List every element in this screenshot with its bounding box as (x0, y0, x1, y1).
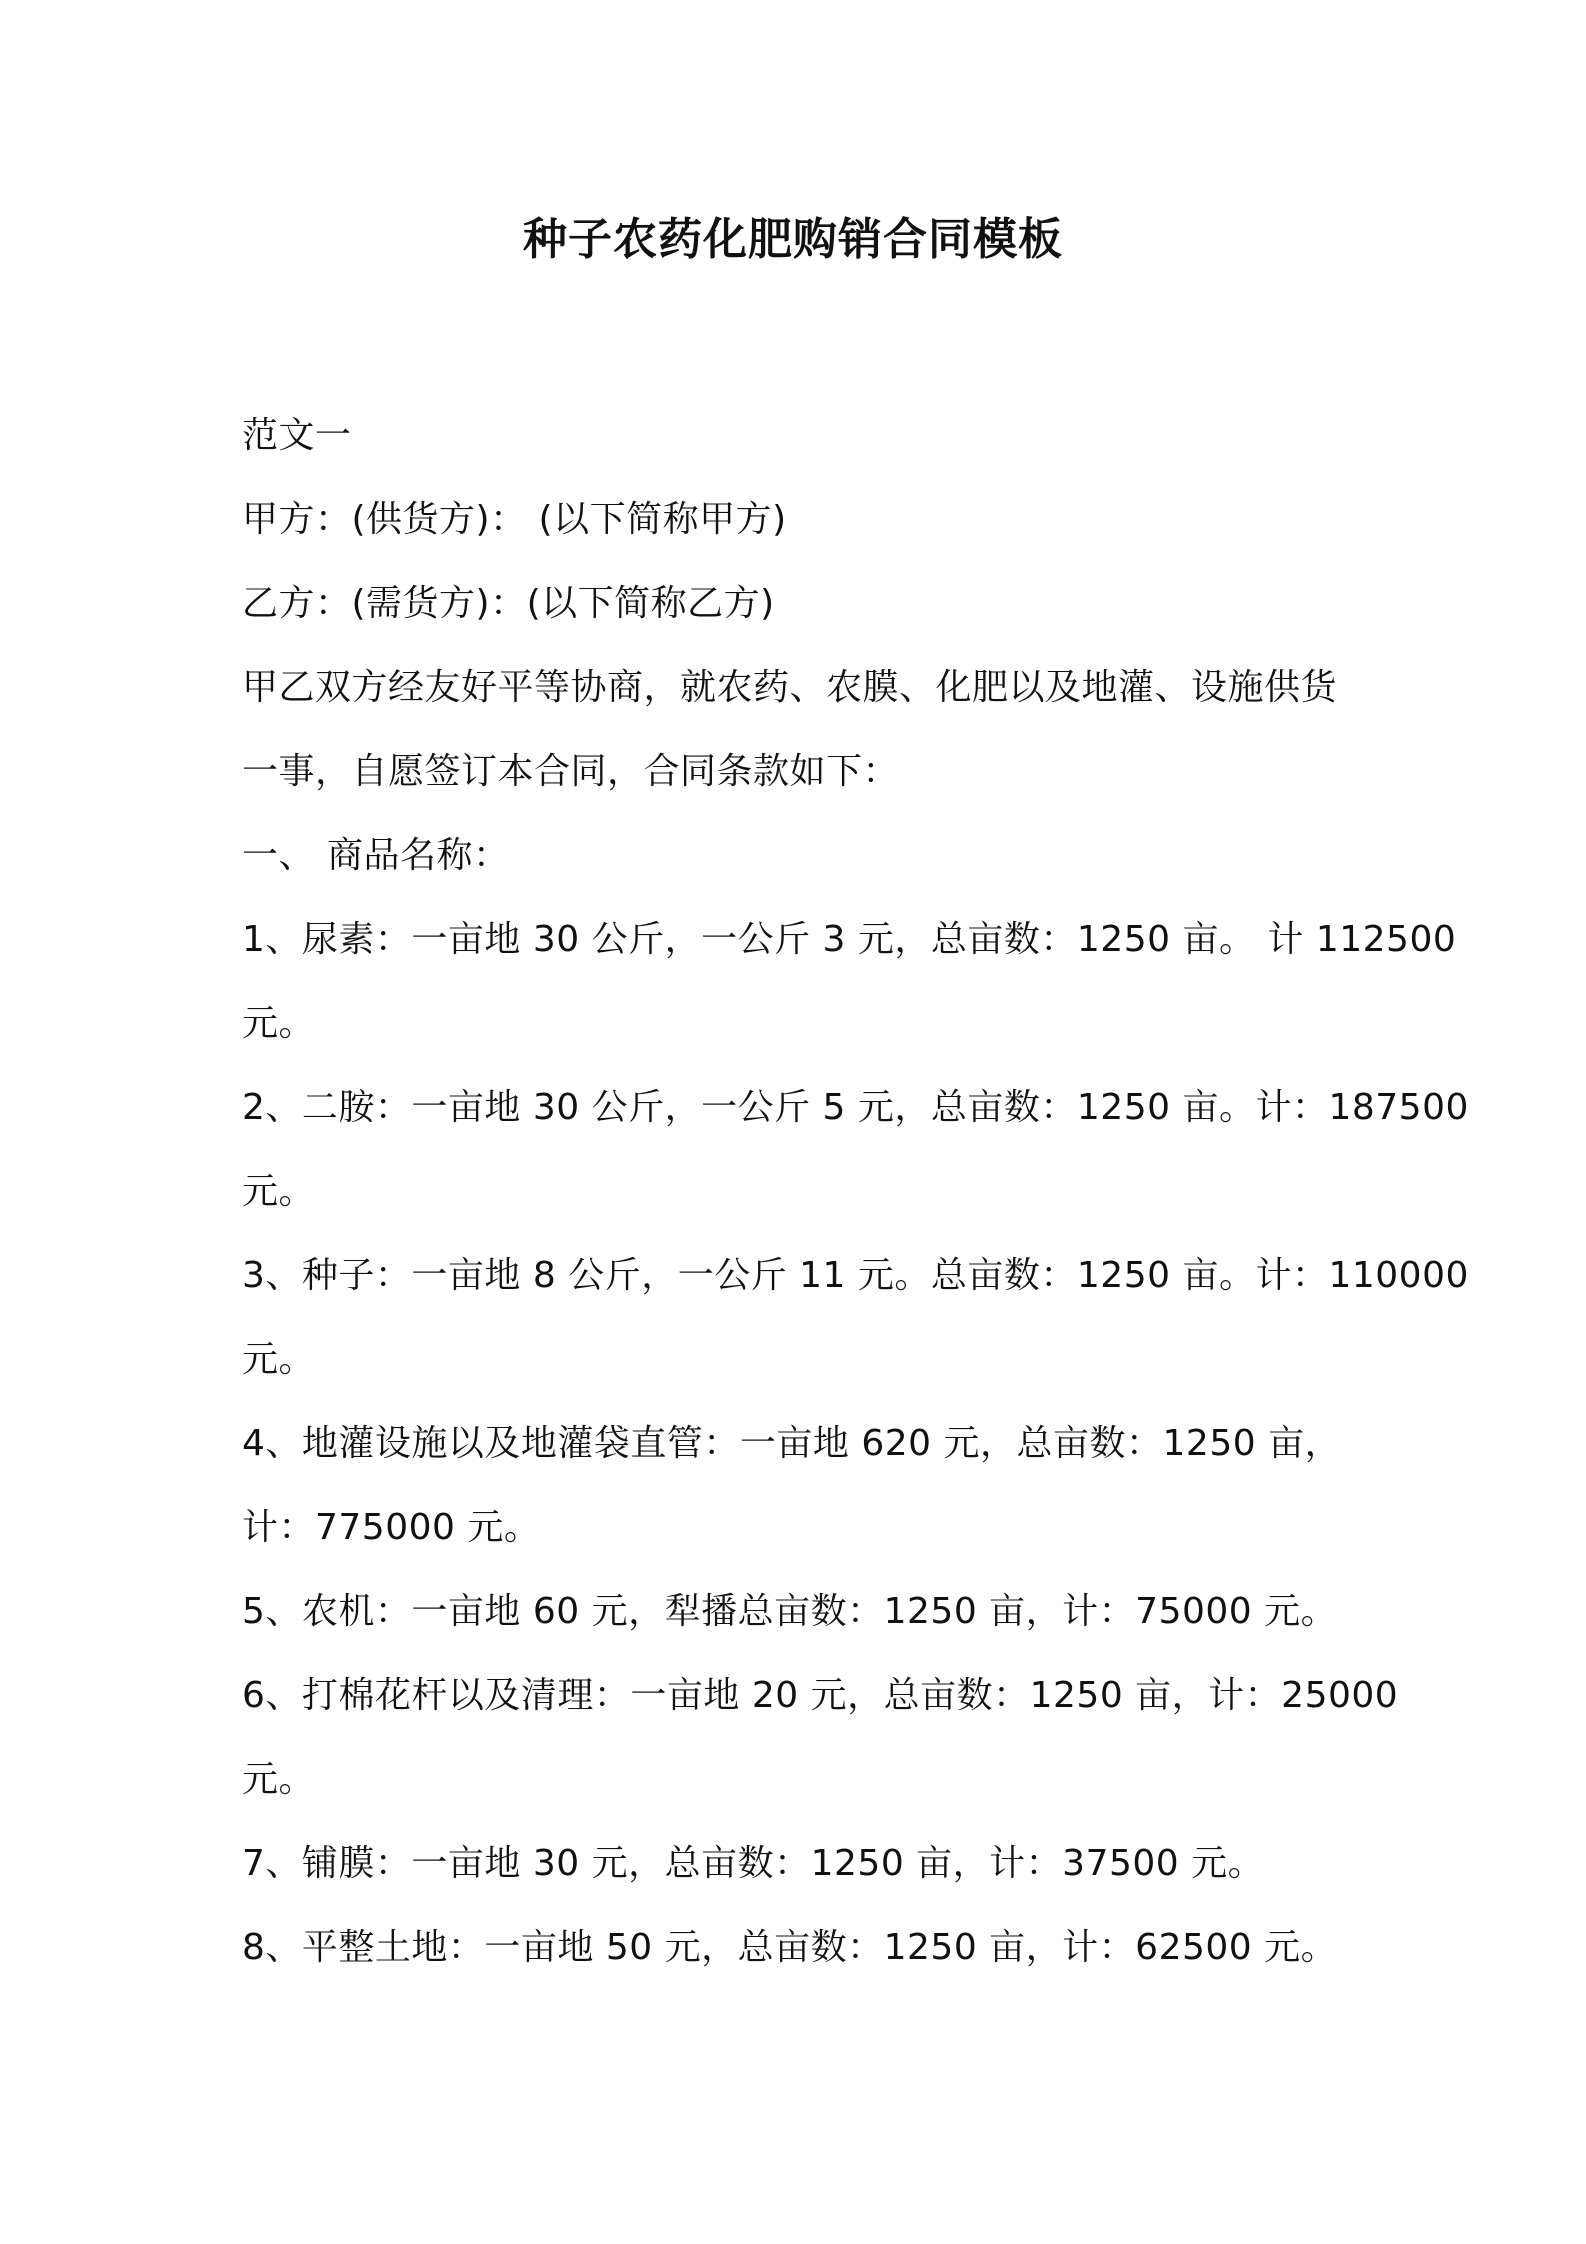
item-3-line-1: 3、种子：一亩地 8 公斤，一公斤 11 元。总亩数：1250 亩。计：110000 (242, 1255, 1469, 1296)
item-1-line-1: 1、尿素：一亩地 30 公斤，一公斤 3 元，总亩数：1250 亩。 计 112500 (242, 919, 1457, 960)
item-1-line-2: 元。 (242, 1003, 316, 1044)
item-5-line: 5、农机：一亩地 60 元，犁播总亩数：1250 亩，计：75000 元。 (242, 1591, 1338, 1632)
document-body (242, 407, 1469, 2003)
item-8-line: 8、平整土地：一亩地 50 元，总亩数：1250 亩，计：62500 元。 (242, 1927, 1338, 1968)
section-heading-sample-one: 范文一 (242, 415, 352, 456)
clause-heading-goods: 一、 商品名称： (242, 835, 510, 876)
item-3-line-2: 元。 (242, 1339, 316, 1380)
item-7-line: 7、铺膜：一亩地 30 元，总亩数：1250 亩，计：37500 元。 (242, 1843, 1265, 1884)
party-b-line: 乙方：(需货方)：(以下简称乙方) (242, 583, 775, 624)
item-2-line-2: 元。 (242, 1171, 316, 1212)
document-title: 种子农药化肥购销合同模板 (523, 214, 1063, 265)
preamble-line-1: 甲乙双方经友好平等协商，就农药、农膜、化肥以及地灌、设施供货 (242, 667, 1338, 708)
item-6-line-2: 元。 (242, 1759, 316, 1800)
item-2-line-1: 2、二胺：一亩地 30 公斤，一公斤 5 元，总亩数：1250 亩。计：187500 (242, 1087, 1469, 1128)
item-4-line-1: 4、地灌设施以及地灌袋直管：一亩地 620 元，总亩数：1250 亩， (242, 1423, 1342, 1464)
item-4-line-2: 计：775000 元。 (242, 1507, 541, 1548)
preamble-line-2: 一事，自愿签订本合同，合同条款如下： (242, 751, 900, 792)
party-a-line: 甲方：(供货方)： (以下简称甲方) (242, 499, 787, 540)
item-6-line-1: 6、打棉花杆以及清理：一亩地 20 元，总亩数：1250 亩，计：25000 (242, 1675, 1399, 1716)
